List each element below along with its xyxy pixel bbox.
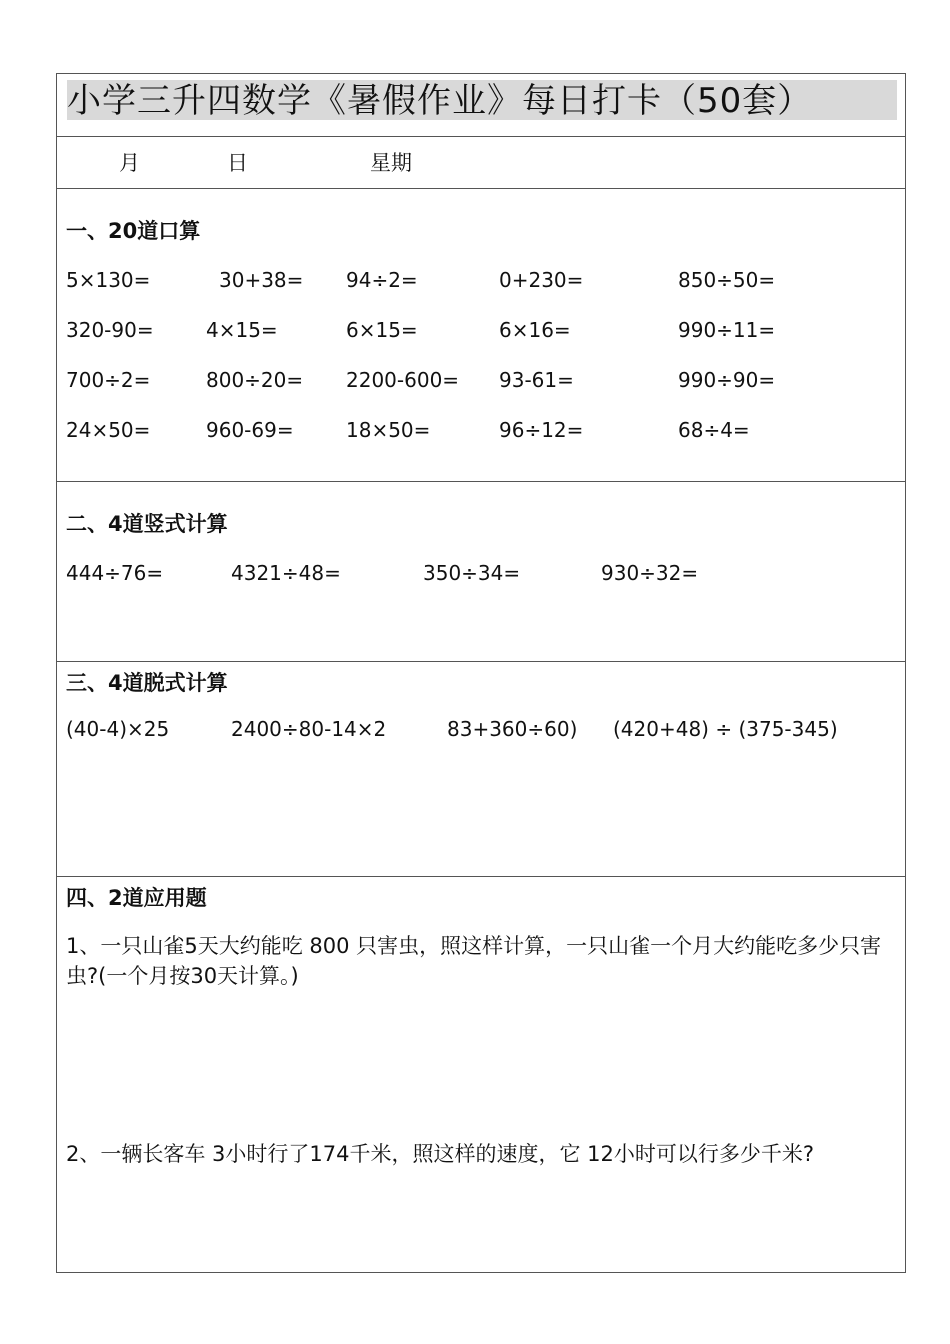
- oral-problem: 2200-600=: [346, 368, 460, 392]
- oral-problem: 94÷2=: [346, 268, 418, 292]
- word-problem-2: 2、一辆长客车 3小时行了174千米，照这样的速度，它 12小时可以行多少千米?: [66, 1142, 815, 1166]
- oral-problem: 4×15=: [206, 318, 278, 342]
- oral-problem: 96÷12=: [499, 418, 584, 442]
- section-step-calculation: [57, 662, 905, 877]
- page-title: 小学三升四数学《暑假作业》每日打卡（50套）: [67, 81, 813, 121]
- oral-problem: 24×50=: [66, 418, 151, 442]
- oral-problem: 30+38=: [219, 268, 304, 292]
- oral-problem: 68÷4=: [678, 418, 750, 442]
- section-heading: 四、2道应用题: [66, 886, 207, 910]
- day-label: 日: [227, 151, 248, 175]
- oral-problem: 6×16=: [499, 318, 571, 342]
- oral-problem: 990÷90=: [678, 368, 776, 392]
- step-problem: 2400÷80-14×2: [231, 717, 387, 741]
- oral-problem: 700÷2=: [66, 368, 151, 392]
- section-vertical-calculation: [57, 482, 905, 662]
- section-heading: 一、20道口算: [66, 219, 201, 243]
- oral-problem: 6×15=: [346, 318, 418, 342]
- oral-problem: 990÷11=: [678, 318, 776, 342]
- oral-problem: 960-69=: [206, 418, 294, 442]
- oral-problem: 320-90=: [66, 318, 154, 342]
- vertical-problem: 444÷76=: [66, 561, 164, 585]
- vertical-problem: 4321÷48=: [231, 561, 341, 585]
- word-problem-1: 1、一只山雀5天大约能吃 800 只害虫，照这样计算，一只山雀一个月大约能吃多少只害虫?(一个月按30天计算。): [66, 934, 882, 988]
- step-problem: (40-4)×25: [66, 717, 170, 741]
- date-row: [57, 137, 905, 189]
- oral-problem: 0+230=: [499, 268, 584, 292]
- oral-problem: 18×50=: [346, 418, 431, 442]
- title-row: [57, 74, 905, 137]
- section-heading: 二、4道竖式计算: [66, 512, 228, 536]
- section-heading: 三、4道脱式计算: [66, 671, 228, 695]
- oral-problem: 850÷50=: [678, 268, 776, 292]
- step-problem: (420+48) ÷ (375-345): [613, 717, 838, 741]
- oral-problem: 93-61=: [499, 368, 574, 392]
- step-problem: 83+360÷60): [447, 717, 578, 741]
- oral-problem: 5×130=: [66, 268, 151, 292]
- vertical-problem: 350÷34=: [423, 561, 521, 585]
- weekday-label: 星期: [370, 151, 412, 175]
- oral-problem: 800÷20=: [206, 368, 304, 392]
- section-word-problems: [57, 877, 905, 1272]
- month-label: 月: [119, 151, 140, 175]
- section-oral-calculation: [57, 189, 905, 482]
- vertical-problem: 930÷32=: [601, 561, 699, 585]
- worksheet: [56, 73, 906, 1273]
